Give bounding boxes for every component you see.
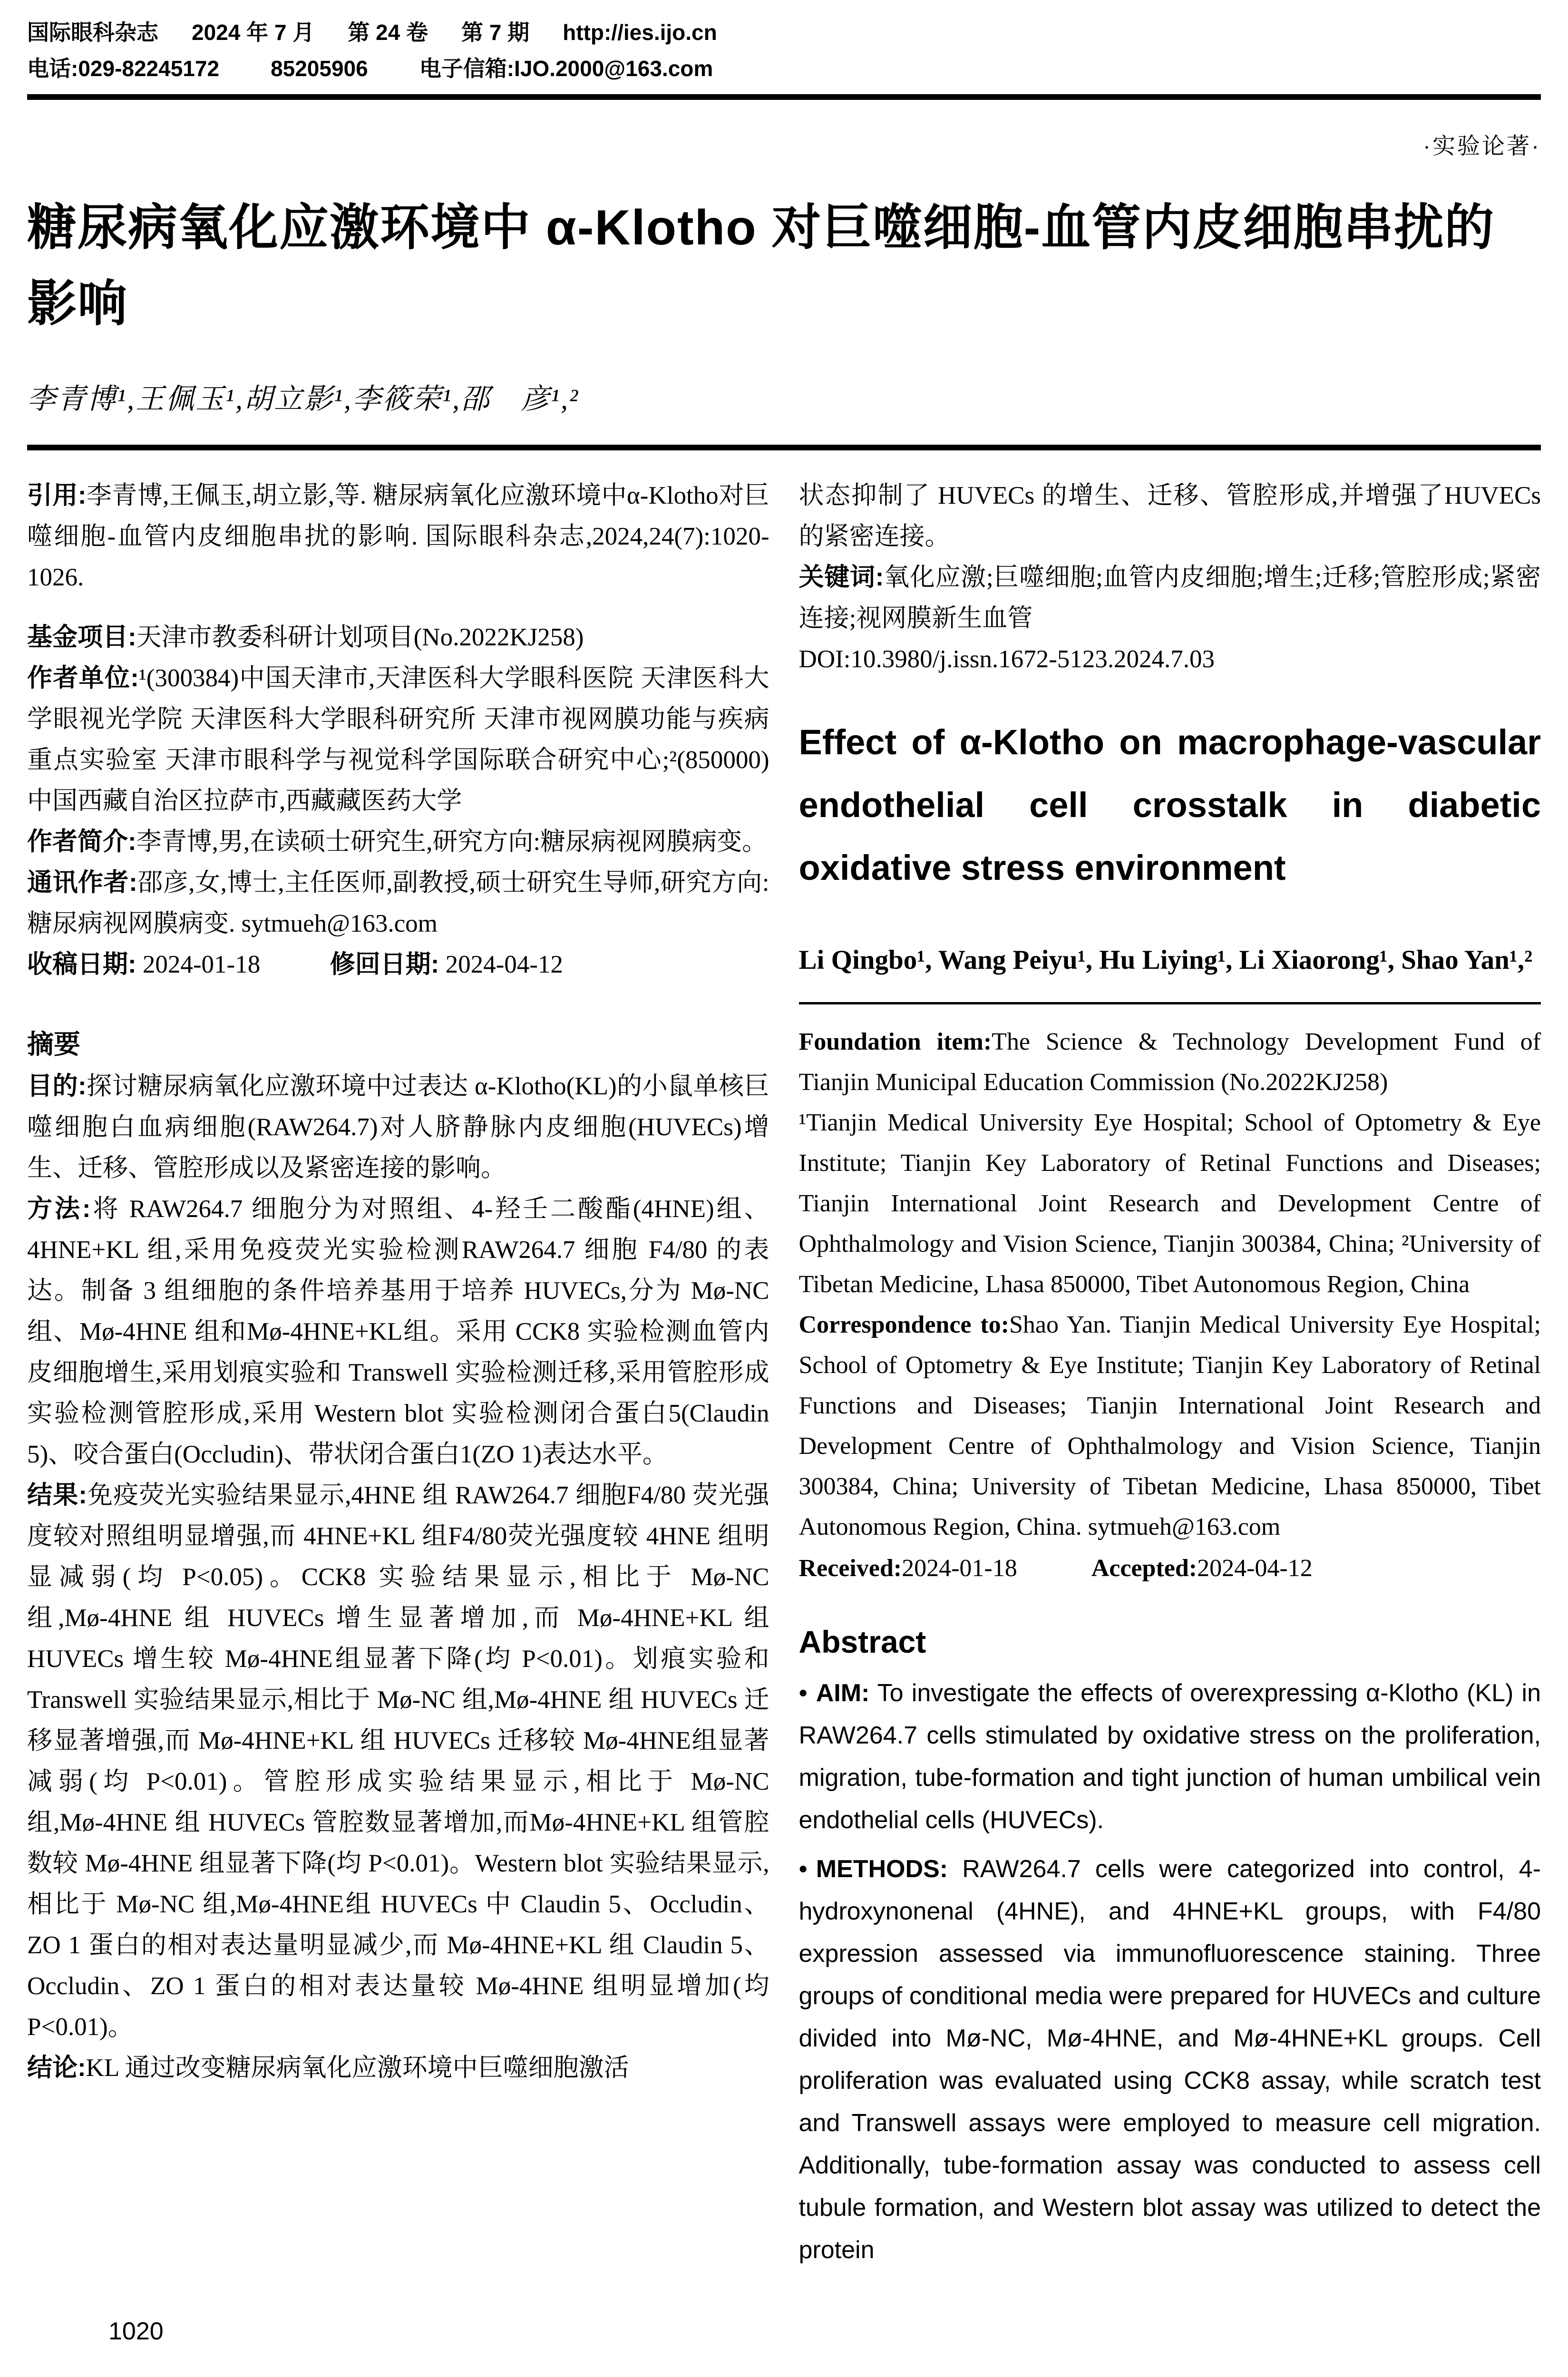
dates-line xyxy=(27,944,769,985)
journal-email: 电子信箱:IJO.2000@163.com xyxy=(419,56,713,81)
header-line-2 xyxy=(27,50,1541,87)
affiliation-paragraph-en: ¹Tianjin Medical University Eye Hospital; School of Optometry & Eye Institute; Tianjin Key Laboratory of Retinal Functions and Diseases; Tianjin International Joint Research and Development Centre of Ophthalmology and Vision Science, Tianjin 300384, China; ²University of Tibetan Medicine, Lhasa 850000, Tibet Autonomous Region, China xyxy=(799,1109,1541,1298)
right-column xyxy=(799,475,1541,2271)
keywords-label: 关键词: xyxy=(799,563,884,591)
methods-label-en: METHODS: xyxy=(816,1855,948,1883)
phone-number-2: 85205906 xyxy=(271,56,368,81)
received-date: 2024-01-18 xyxy=(142,951,261,978)
results-paragraph-cn xyxy=(27,1475,769,2047)
received-label-en: Received: xyxy=(799,1555,902,1582)
correspondence-paragraph-en xyxy=(799,1305,1541,1547)
correspondence-paragraph xyxy=(27,862,769,944)
two-column-body xyxy=(27,475,1541,2271)
title-rule xyxy=(27,445,1541,450)
aim-paragraph-cn xyxy=(27,1066,769,1188)
aim-paragraph-en xyxy=(799,1672,1541,1841)
journal-name: 国际眼科杂志 xyxy=(27,20,158,45)
journal-url: http://ies.ijo.cn xyxy=(563,20,717,45)
foundation-paragraph xyxy=(799,1022,1541,1102)
conclusion-label-cn: 结论: xyxy=(27,2054,86,2082)
accepted-date-en: 2024-04-12 xyxy=(1197,1555,1313,1582)
correspondence-text: 邵彦,女,博士,主任医师,副教授,硕士研究生导师,研究方向:糖尿病视网膜病变. sytmueh@163.com xyxy=(27,869,769,937)
article-title-cn: 糖尿病氧化应激环境中 α-Klotho 对巨噬细胞-血管内皮细胞串扰的影响 xyxy=(27,200,1495,331)
methods-paragraph-cn xyxy=(27,1188,769,1475)
aim-label-cn: 目的: xyxy=(27,1072,87,1100)
page-header xyxy=(27,14,1541,87)
conclusion-text-cn: KL 通过改变糖尿病氧化应激环境中巨噬细胞激活 xyxy=(86,2054,629,2082)
issue-number: 第 7 期 xyxy=(461,20,530,45)
methods-text-cn: 将 RAW264.7 细胞分为对照组、4-羟壬二酸酯(4HNE)组、4HNE+KL 组,采用免疫荧光实验检测RAW264.7 细胞 F4/80 的表达。制备 3 组细胞的条件培养基用于培养 HUVECs,分为 Mø-NC 组、Mø-4HNE 组和Mø-4HNE+KL组。采用 CCK8 实验检测血管内皮细胞增生,采用划痕实验和 Transwell 实验检测迁移,采用管腔形成实验检测管腔形成,采用 Western blot 实验检测闭合蛋白5(Claudin 5)、咬合蛋白(Occludin)、带状闭合蛋白1(ZO 1)表达水平。 xyxy=(27,1195,769,1468)
affiliation-text: ¹(300384)中国天津市,天津医科大学眼科医院 天津医科大学眼视光学院 天津医科大学眼科研究所 天津市视网膜功能与疾病重点实验室 天津市眼科学与视觉科学国际联合研究中心;²(850000)中国西藏自治区拉萨市,西藏藏医药大学 xyxy=(27,664,769,815)
spacer xyxy=(27,985,769,1023)
abstract-heading-cn: 摘要 xyxy=(27,1029,80,1059)
citation-label: 引用: xyxy=(27,481,87,509)
volume: 第 24 卷 xyxy=(348,20,428,45)
conclusion-paragraph-cn xyxy=(27,2047,769,2088)
bullet-icon: • xyxy=(799,1679,808,1707)
left-column xyxy=(27,475,769,2271)
results-text-cn: 免疫荧光实验结果显示,4HNE 组 RAW264.7 细胞F4/80 荧光强度较对照组明显增强,而 4HNE+KL 组F4/80荧光强度较 4HNE 组明显减弱(均 P<0.05)。CCK8 实验结果显示,相比于 Mø-NC 组,Mø-4HNE 组 HUVECs 增生显著增加,而 Mø-4HNE+KL 组 HUVECs 增生较 Mø-4HNE组显著下降(均 P<0.01)。划痕实验和 Transwell 实验结果显示,相比于 Mø-NC 组,Mø-4HNE 组 HUVECs 迁移显著增强,而 Mø-4HNE+KL 组 HUVECs 迁移较 Mø-4HNE组显著减弱(均 P<0.01)。管腔形成实验结果显示,相比于 Mø-NC 组,Mø-4HNE 组 HUVECs 管腔数显著增加,而Mø-4HNE+KL 组管腔数较 Mø-4HNE 组显著下降(均 P<0.01)。Western blot 实验结果显示,相比于 Mø-NC 组,Mø-4HNE组 HUVECs 中 Claudin 5、Occludin、ZO 1 蛋白的相对表达量明显减少,而 Mø-4HNE+KL 组 Claudin 5、Occludin、ZO 1 蛋白的相对表达量较 Mø-4HNE 组明显增加(均 P<0.01)。 xyxy=(27,1481,769,2041)
article-title-en: Effect of α-Klotho on macrophage-vascular endothelial cell crosstalk in diabetic oxidative stress environment xyxy=(799,722,1541,887)
dates-line-en xyxy=(799,1548,1541,1588)
fund-label: 基金项目: xyxy=(27,623,136,651)
results-label-cn: 结果: xyxy=(27,1481,87,1509)
page-number: 1020 xyxy=(108,2318,164,2345)
bullet-icon: • xyxy=(799,1855,808,1883)
author-bio-paragraph xyxy=(27,821,769,862)
footnote-rule xyxy=(799,1002,1541,1004)
doi-line: DOI:10.3980/j.issn.1672-5123.2024.7.03 xyxy=(799,645,1215,673)
citation-text: 李青博,王佩玉,胡立影,等. 糖尿病氧化应激环境中α-Klotho对巨噬细胞-血管内皮细胞串扰的影响. 国际眼科杂志,2024,24(7):1020-1026. xyxy=(27,482,769,591)
foundation-text: The Science & Technology Development Fund of Tianjin Municipal Education Commission (No.2022KJ258) xyxy=(799,1028,1541,1096)
spacer xyxy=(27,598,769,617)
authors-en: Li Qingbo¹, Wang Peiyu¹, Hu Liying¹, Li Xiaorong¹, Shao Yan¹,² xyxy=(799,945,1533,975)
citation-paragraph xyxy=(27,475,769,598)
header-line-1 xyxy=(27,14,1541,50)
affiliation-paragraph xyxy=(27,658,769,821)
header-rule xyxy=(27,94,1541,100)
conclusion-continuation: 状态抑制了 HUVECs 的增生、迁移、管腔形成,并增强了HUVECs 的紧密连接。 xyxy=(799,482,1541,550)
author-bio-text: 李青博,男,在读硕士研究生,研究方向:糖尿病视网膜病变。 xyxy=(136,828,768,856)
phone-number: 电话:029-82245172 xyxy=(27,56,220,81)
correspondence-text-en: Shao Yan. Tianjin Medical University Eye Hospital; School of Optometry & Eye Institute; Tianjin Key Laboratory of Retinal Functions and Diseases; Tianjin International Joint Research and Development Centre of Ophthalmology and Vision Science, Tianjin 300384, China; University of Tibetan Medicine, Lhasa 850000, Tibet Autonomous Region, China. sytmueh@163.com xyxy=(799,1311,1541,1540)
accepted-label-en: Accepted: xyxy=(1091,1555,1198,1582)
aim-label-en: AIM: xyxy=(816,1679,870,1707)
revised-date: 2024-04-12 xyxy=(445,951,563,978)
correspondence-label: 通讯作者: xyxy=(27,868,137,896)
received-label: 收稿日期: xyxy=(27,950,136,978)
article-category: ·实验论著· xyxy=(1423,134,1541,159)
foundation-label: Foundation item: xyxy=(799,1028,992,1055)
fund-text: 天津市教委科研计划项目(No.2022KJ258) xyxy=(136,623,584,651)
aim-text-cn: 探讨糖尿病氧化应激环境中过表达 α-Klotho(KL)的小鼠单核巨噬细胞白血病细胞(RAW264.7)对人脐静脉内皮细胞(HUVECs)增生、迁移、管腔形成以及紧密连接的影响。 xyxy=(27,1072,769,1182)
methods-paragraph-en xyxy=(799,1848,1541,2271)
keywords-text: 氧化应激;巨噬细胞;血管内皮细胞;增生;迁移;管腔形成;紧密连接;视网膜新生血管 xyxy=(799,564,1541,632)
methods-text-en: RAW264.7 cells were categorized into control, 4-hydroxynonenal (4HNE), and 4HNE+KL groups, with F4/80 expression assessed via immunofluorescence staining. Three groups of conditional media were prepared for HUVECs and culture divided into Mø-NC, Mø-4HNE, and Mø-4HNE+KL groups. Cell proliferation was evaluated using CCK8 assay, while scratch test and Transwell assays were employed to measure cell migration. Additionally, tube-formation assay was conducted to assess cell tubule formation, and Western blot assay was utilized to detect the protein xyxy=(799,1855,1541,2264)
fund-paragraph xyxy=(27,617,769,658)
correspondence-label-en: Correspondence to: xyxy=(799,1311,1009,1338)
affiliation-label: 作者单位: xyxy=(27,664,139,692)
revised-label: 修回日期: xyxy=(330,950,439,978)
abstract-heading-en: Abstract xyxy=(799,1624,926,1659)
methods-label-cn: 方法: xyxy=(27,1195,91,1223)
keywords-paragraph xyxy=(799,557,1541,639)
issue-date: 2024 年 7 月 xyxy=(192,20,315,45)
aim-text-en: To investigate the effects of overexpressing α-Klotho (KL) in RAW264.7 cells stimulated by oxidative stress on the proliferation, migration, tube-formation and tight junction of human umbilical vein endothelial cells (HUVECs). xyxy=(799,1679,1541,1834)
received-date-en: 2024-01-18 xyxy=(902,1555,1017,1582)
authors-cn: 李青博¹,王佩玉¹,胡立影¹,李筱荣¹,邵 彦¹,² xyxy=(27,383,579,415)
author-bio-label: 作者简介: xyxy=(27,828,136,856)
